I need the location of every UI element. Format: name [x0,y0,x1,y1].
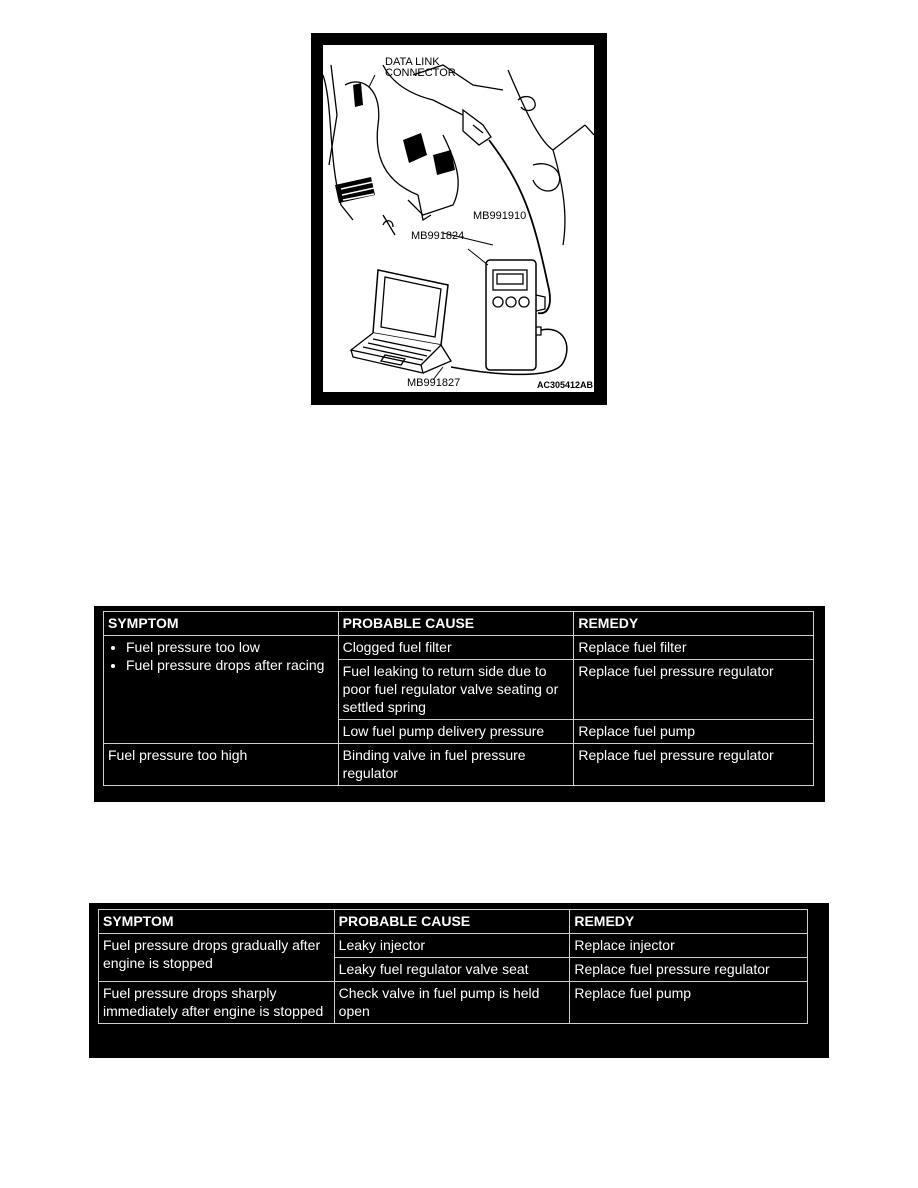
figure-id-label: AC305412AB [537,380,594,390]
header-remedy: REMEDY [574,612,814,636]
table-header-row [99,910,808,934]
cause-cell: Binding valve in fuel pressure regulator [338,744,574,786]
data-link-connector-label-line2: CONNECTOR [385,67,456,79]
cause-cell: Check valve in fuel pump is held open [334,982,570,1024]
list-item: • Fuel pressure too low [126,638,334,656]
table-row [99,934,808,958]
remedy-cell: Replace fuel filter [574,636,814,660]
scan-tool-connection-drawing [323,45,594,392]
table-row [104,636,814,660]
diagnostic-connection-illustration [311,33,607,405]
remedy-cell: Replace fuel pressure regulator [570,958,808,982]
table-header-row [104,612,814,636]
cause-cell: Leaky injector [334,934,570,958]
list-item: • Fuel pressure drops after racing [126,656,334,674]
cause-cell: Low fuel pump delivery pressure [338,720,574,744]
cause-cell: Clogged fuel filter [338,636,574,660]
troubleshooting-table-2-frame [89,903,829,1058]
header-probable-cause: PROBABLE CAUSE [334,910,570,934]
symptom-cell: Fuel pressure drops sharply immediately after engine is stopped [99,982,335,1024]
header-symptom: SYMPTOM [104,612,339,636]
mb991910-label: MB991910 [473,210,527,222]
symptom-list [108,638,334,674]
remedy-cell: Replace fuel pump [570,982,808,1024]
remedy-cell: Replace fuel pressure regulator [574,660,814,720]
cause-cell: Leaky fuel regulator valve seat [334,958,570,982]
illustration-canvas [323,45,594,392]
symptom-cell [104,636,339,744]
troubleshooting-table-1 [103,611,814,786]
troubleshooting-table-1-frame [94,606,825,802]
symptom-cell: Fuel pressure too high [104,744,339,786]
data-link-connector-label-line1: DATA LINK [385,56,440,68]
remedy-cell: Replace fuel pressure regulator [574,744,814,786]
header-symptom: SYMPTOM [99,910,335,934]
troubleshooting-table-2 [98,909,808,1024]
cause-cell: Fuel leaking to return side due to poor fuel regulator valve seating or settled spring [338,660,574,720]
table-row [99,982,808,1024]
remedy-cell: Replace fuel pump [574,720,814,744]
table-row [104,744,814,786]
symptom-cell: Fuel pressure drops gradually after engine is stopped [99,934,335,982]
remedy-cell: Replace injector [570,934,808,958]
header-probable-cause: PROBABLE CAUSE [338,612,574,636]
mb991827-label: MB991827 [407,377,461,389]
mb991824-label: MB991824 [411,230,465,242]
header-remedy: REMEDY [570,910,808,934]
